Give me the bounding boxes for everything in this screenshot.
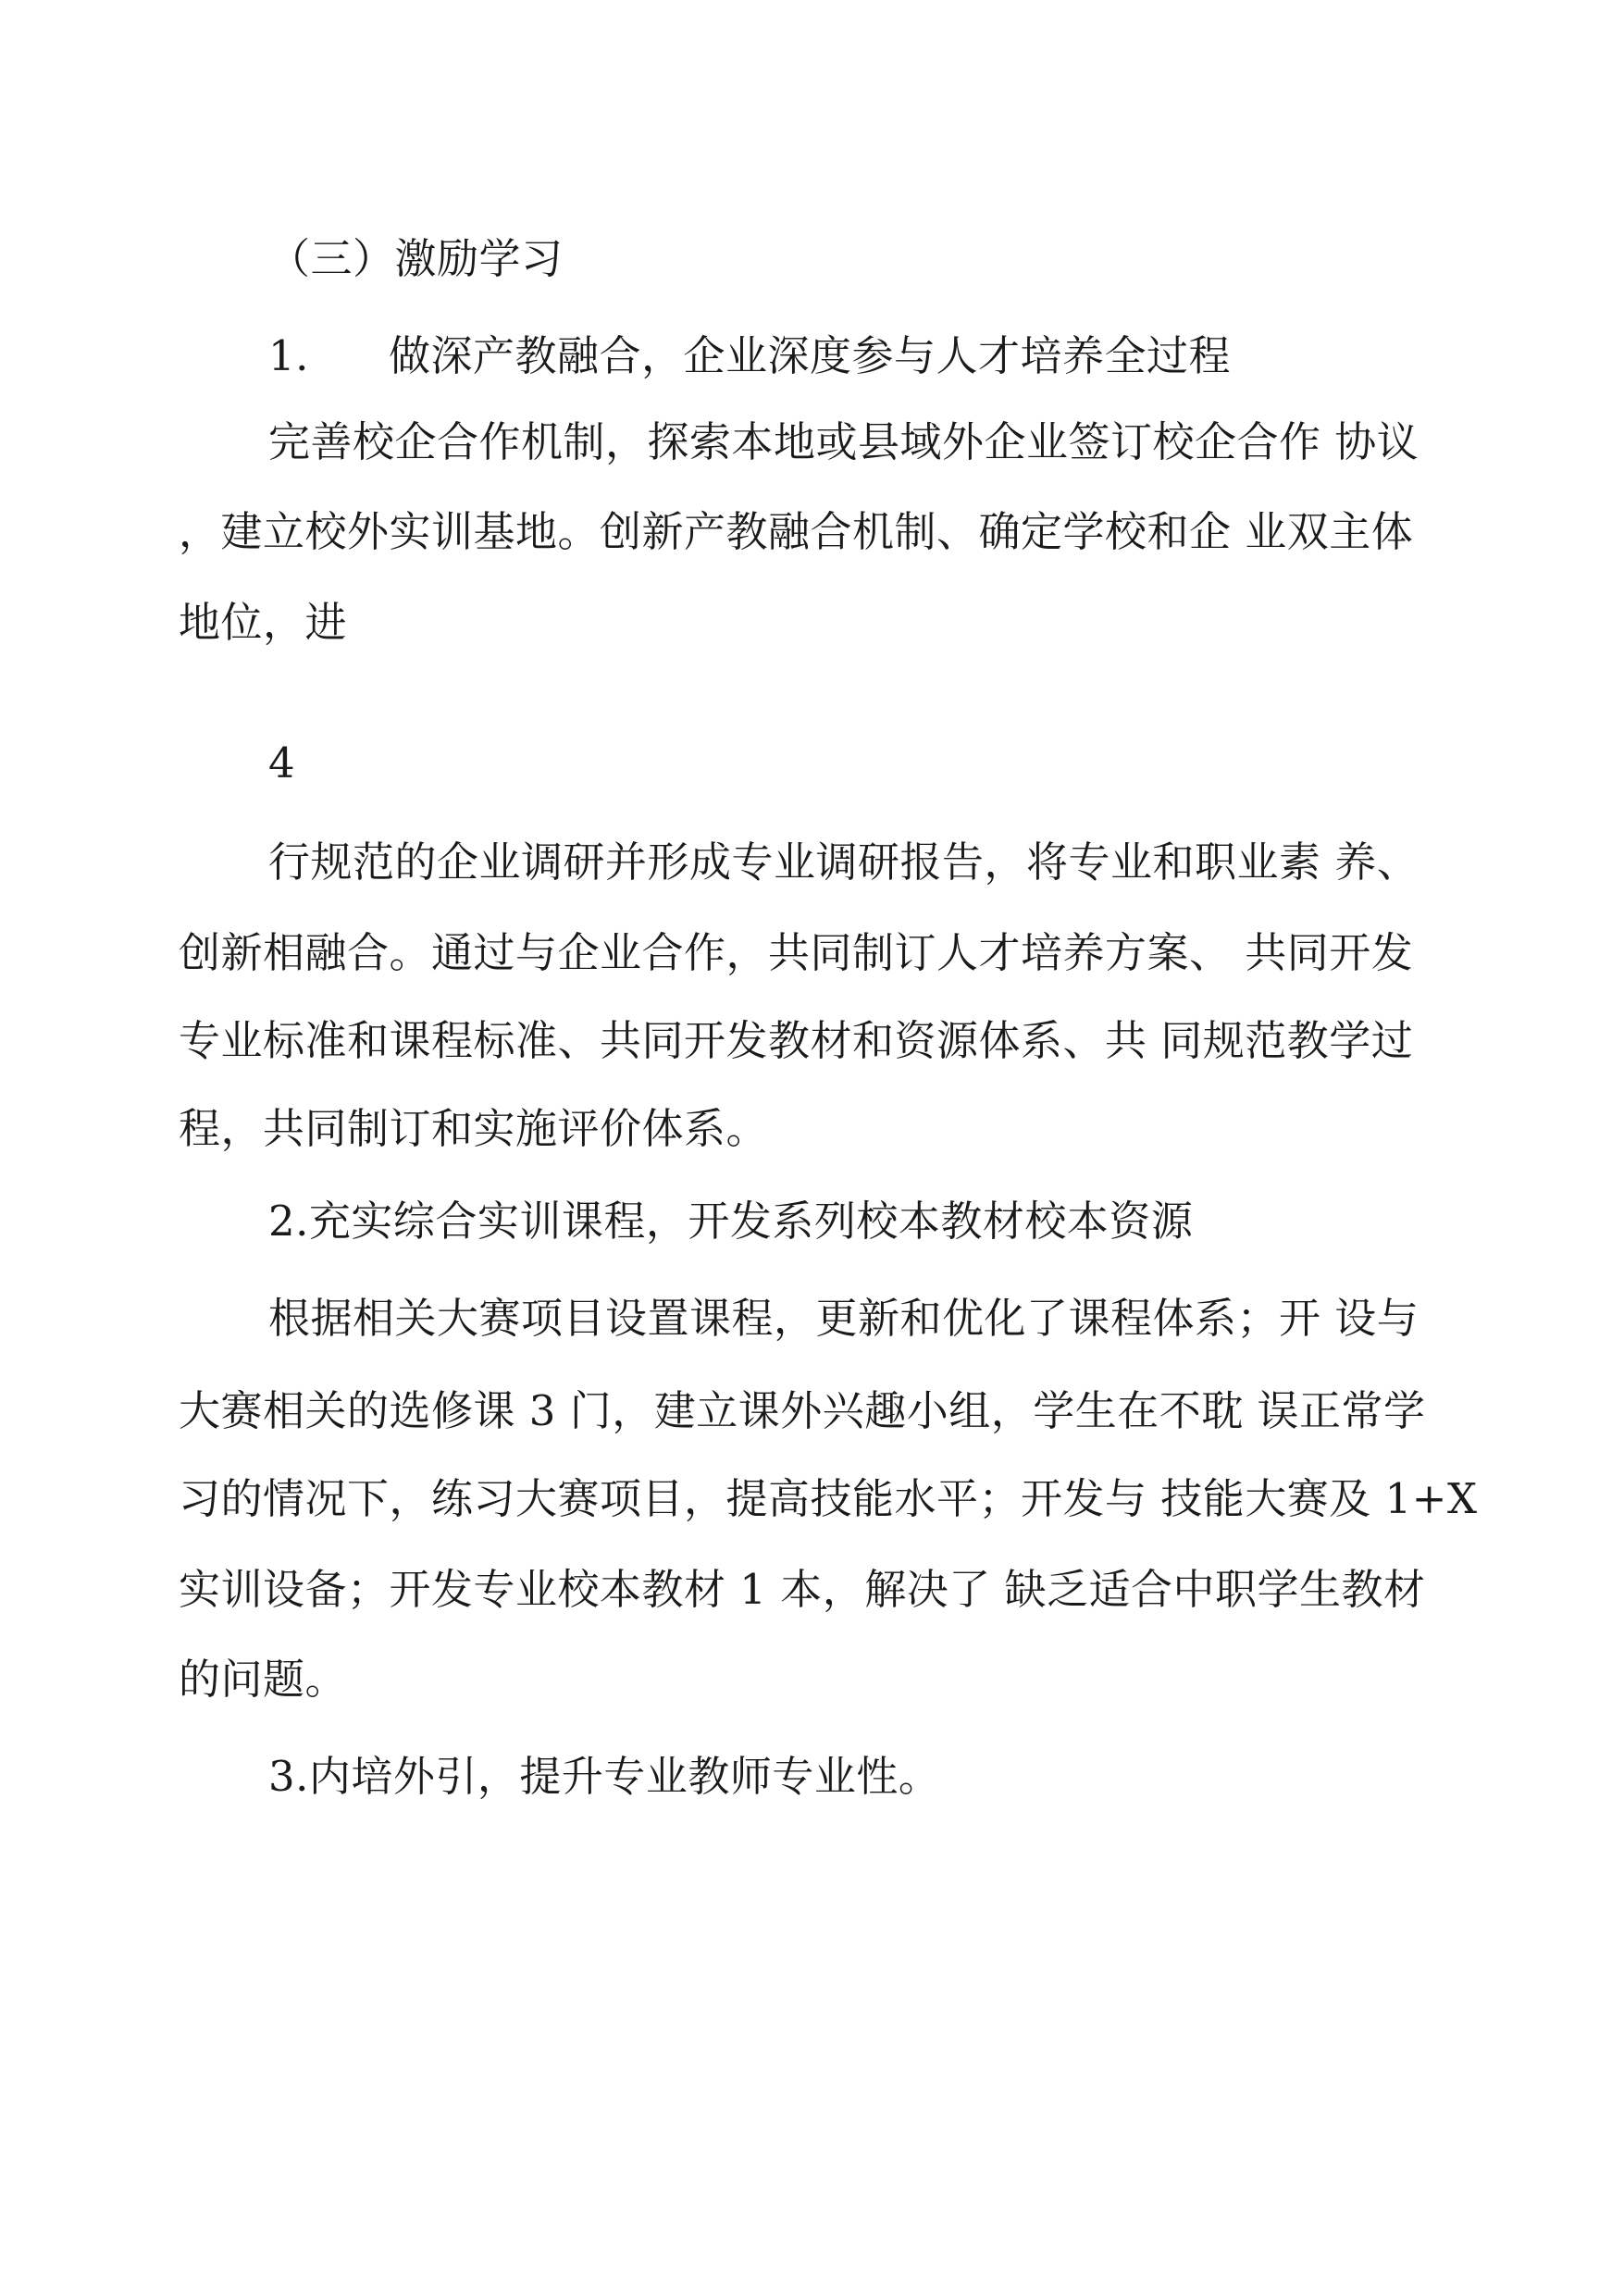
item-1-number: 1. [268, 331, 309, 380]
item-2-heading: 2.充实综合实训课程，开发系列校本教材校本资源 [268, 1197, 1194, 1246]
para-1-line-2: ，建立校外实训基地。创新产教融合机制、确定学校和企 业双主体 [179, 507, 1414, 556]
para-1-line-1: 完善校企合作机制，探索本地或县域外企业签订校企合作 协议 [268, 417, 1419, 466]
item-1-title: 做深产教融合，企业深度参与人才培养全过程 [388, 331, 1231, 380]
para-2-line-3: 专业标准和课程标准、共同开发教材和资源体系、共 同规范教学过 [179, 1016, 1414, 1065]
item-1-heading [268, 329, 1231, 384]
item-3-heading: 3.内培外引，提升专业教师专业性。 [268, 1752, 941, 1801]
para-3-line-2: 大赛相关的选修课 3 门，建立课外兴趣小组，学生在不耽 误正常学 [179, 1386, 1426, 1435]
page-number: 4 [268, 738, 296, 788]
section-heading: （三）激励学习 [268, 234, 564, 283]
para-1-line-3: 地位，进 [179, 598, 348, 647]
para-3-line-1: 根据相关大赛项目设置课程，更新和优化了课程体系；开 设与 [268, 1294, 1419, 1343]
para-2-line-2: 创新相融合。通过与企业合作，共同制订人才培养方案、 共同开发 [179, 928, 1414, 977]
para-3-line-5: 的问题。 [179, 1655, 348, 1704]
para-2-line-1: 行规范的企业调研并形成专业调研报告，将专业和职业素 养、 [268, 837, 1419, 887]
para-3-line-4: 实训设备；开发专业校本教材 1 本，解决了 缺乏适合中职学生教材 [179, 1565, 1426, 1614]
para-3-line-3: 习的情况下，练习大赛项目，提高技能水平；开发与 技能大赛及 1+X [179, 1474, 1478, 1523]
para-2-line-4: 程，共同制订和实施评价体系。 [179, 1104, 769, 1153]
